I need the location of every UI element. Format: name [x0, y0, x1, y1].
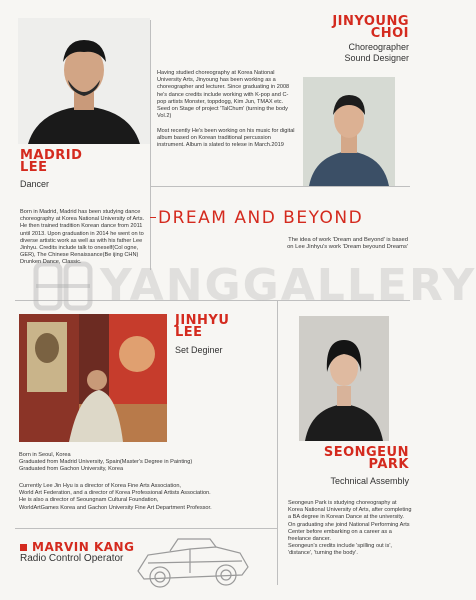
- seongeun-role: Technical Assembly: [330, 476, 409, 486]
- jeep-illustration: [130, 533, 255, 591]
- jinyoung-bio: Having studied choreography at Korea National University Arts, Jinyoung has been working as a choreographer and lecturer. Since graduating in 2008 he's dance credits include working with K-pop and C-pop artists Monster, toppdogg, Kim Jun, TMAX etc. Seed on Stage of project 'TalChum' (turning the body Vol.2): [157, 70, 290, 120]
- divider-vertical-right: [277, 300, 278, 585]
- gallery-logo-icon: [30, 260, 100, 315]
- jinhyu-role: Set Deginer: [175, 345, 223, 355]
- jinyoung-role: [344, 42, 409, 64]
- marvin-bullet-icon: [20, 544, 27, 551]
- rc-car-icon: [130, 533, 255, 591]
- jinyoung-name-line1: JINYOUNG: [332, 14, 409, 29]
- seongeun-park-photo: [299, 316, 389, 441]
- title-caption: [287, 237, 408, 251]
- seongeun-park-name: [324, 447, 409, 471]
- title-caption-line1: The idea of work 'Dream and Beyond' is based: [288, 237, 408, 243]
- jinyoung-role2: Sound Designer: [344, 53, 409, 63]
- jinhyu-bio1: Born in Seoul, Korea Graduated from Madrid University, Spain(Master's Degree in Painting) Graduated from Gachon University, Korea: [19, 452, 193, 473]
- divider-horizontal-mid: [150, 186, 410, 187]
- jinhyu-name-line2: LEE: [175, 325, 203, 340]
- madrid-name-line2: LEE: [20, 160, 48, 175]
- title-rule-left: [150, 217, 156, 218]
- divider-vertical-left: [150, 20, 151, 270]
- seongeun-bio: Seongeun Park is studying choreography at Korea National University of Arts, after completing a BA degree in Korean Dance at the university. On graduating she joind National Performing Arts Center before embarking on a career as a freelance dancer. Seongeun's credits include 'spilling out is', 'distance', 'turning the body'.: [288, 500, 412, 557]
- jinyoung-bio2: Most recently He's been working on his music for digital album based on Korean traditional percussion instrument. Album is slated to relese in March.2019: [157, 128, 295, 149]
- divider-horizontal-bottom: [15, 528, 277, 529]
- jinhyu-name-line1: JINHYU: [175, 313, 230, 328]
- jinyoung-choi-name: [332, 16, 409, 40]
- madrid-lee-photo: [18, 18, 150, 144]
- seongeun-name-line1: SEONGEUN: [323, 445, 409, 460]
- seongeun-name-line2: PARK: [368, 457, 409, 472]
- jinhyu-bio2: Currently Lee Jin Hyu is a director of Korea Fine Arts Association, World Art Federation, and a director of Korea Professional Artists Association. He is also a director of Seoungnam Cultural Foundation, WorldArtGames Korea and Gachon University Fine Art Department Professor.: [19, 483, 212, 511]
- madrid-lee-bio: Born in Madrid, Madrid has been studying dance choreography at Korea National University of Arts. He then trained tradition Korean dance from 2011 until 2013. Upon graduation in 2014 he went on to diverse artistic work as well as with his father Lee Jinhyu. Credits include talk to oneself(Col ogne, GER), The Chinese Renaissance(Be ijing CHN) Drunken Dance, Classic.: [20, 209, 145, 266]
- jinyoung-name-line2: CHOI: [370, 26, 409, 41]
- madrid-name-line1: MADRID: [20, 148, 83, 163]
- marvin-kang-role: Radio Control Operator: [20, 553, 124, 564]
- madrid-lee-name: [20, 150, 82, 174]
- jinyoung-choi-photo: [303, 77, 395, 186]
- jinhyu-lee-name: [175, 315, 229, 339]
- main-title: DREAM AND BEYOND: [158, 208, 364, 228]
- title-caption-line2: on Lee Jinhyu's work 'Dream beyound Dreams': [287, 244, 408, 251]
- marvin-kang-name: MARVIN KANG: [32, 540, 135, 554]
- gallery-watermark: [30, 258, 476, 318]
- jinhyu-lee-photo: [19, 314, 167, 442]
- jinyoung-role1: Choreographer: [348, 42, 409, 52]
- madrid-lee-role: Dancer: [20, 179, 50, 189]
- watermark-text: YANGGALLERY: [100, 260, 476, 311]
